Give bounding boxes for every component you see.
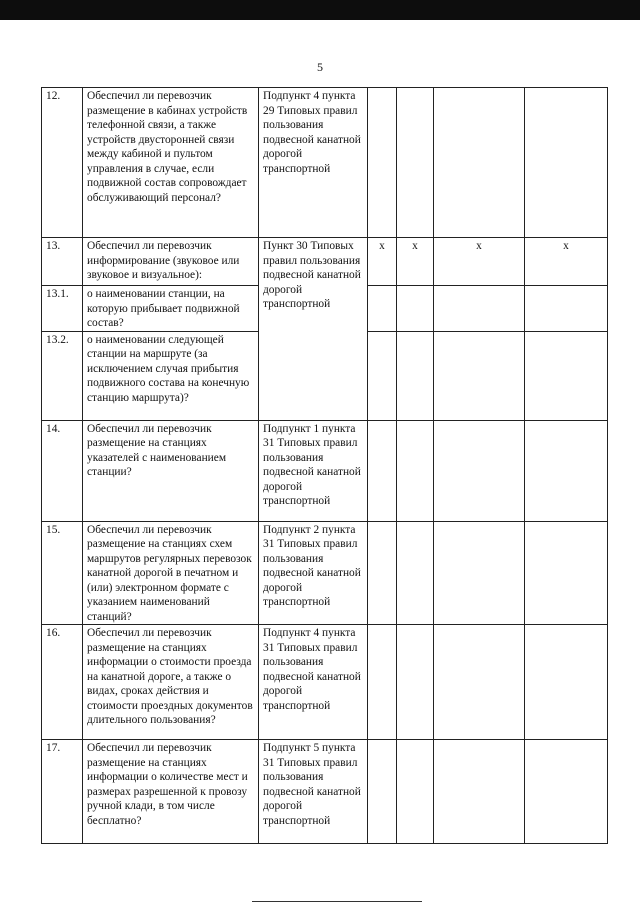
- legal-reference: Пункт 30 Типовых правил пользования подвесной канатной дорогой транспортной: [259, 238, 368, 421]
- answer-yes-cell: [368, 625, 397, 740]
- comment-cell: [525, 420, 608, 521]
- answer-yes-cell: [368, 331, 397, 420]
- answer-na-cell: [434, 331, 525, 420]
- comment-cell: [525, 286, 608, 332]
- row-number: 13.1.: [42, 286, 83, 332]
- answer-no-cell: [397, 420, 434, 521]
- scan-bottom-line: [252, 901, 422, 902]
- answer-no-cell: [397, 625, 434, 740]
- answer-na-cell: [434, 521, 525, 625]
- checklist-table: [41, 87, 608, 844]
- question-text: о наименовании следующей станции на маршруте (за исключением случая прибытия подвижного состава на конечную станцию маршрута)?: [83, 331, 259, 420]
- comment-cell: x: [525, 238, 608, 286]
- row-number: 12.: [42, 88, 83, 238]
- answer-na-cell: [434, 420, 525, 521]
- legal-reference: Подпункт 1 пункта 31 Типовых правил пользования подвесной канатной дорогой транспортной: [259, 420, 368, 521]
- question-text: Обеспечил ли перевозчик размещение на станциях информации о количестве мест и размерах разрешенной к провозу ручной клади, в том числе бесплатно?: [83, 740, 259, 844]
- answer-no-cell: [397, 331, 434, 420]
- row-number: 13.2.: [42, 331, 83, 420]
- table-row: [42, 625, 608, 740]
- answer-yes-cell: [368, 740, 397, 844]
- answer-na-cell: [434, 88, 525, 238]
- legal-reference: Подпункт 5 пункта 31 Типовых правил пользования подвесной канатной дорогой транспортной: [259, 740, 368, 844]
- answer-na-cell: x: [434, 238, 525, 286]
- table-row: [42, 521, 608, 625]
- row-number: 15.: [42, 521, 83, 625]
- answer-yes-cell: [368, 420, 397, 521]
- answer-na-cell: [434, 625, 525, 740]
- question-text: Обеспечил ли перевозчик размещение на станциях указателей с наименованием станции?: [83, 420, 259, 521]
- question-text: о наименовании станции, на которую прибывает подвижной состав?: [83, 286, 259, 332]
- answer-yes-cell: x: [368, 238, 397, 286]
- answer-no-cell: [397, 286, 434, 332]
- table-row: [42, 420, 608, 521]
- scan-top-border: [0, 0, 640, 20]
- answer-no-cell: x: [397, 238, 434, 286]
- comment-cell: [525, 740, 608, 844]
- table-row: [42, 740, 608, 844]
- answer-yes-cell: [368, 88, 397, 238]
- question-text: Обеспечил ли перевозчик информирование (звуковое или звуковое и визуальное):: [83, 238, 259, 286]
- answer-no-cell: [397, 88, 434, 238]
- answer-no-cell: [397, 521, 434, 625]
- legal-reference: Подпункт 4 пункта 29 Типовых правил пользования подвесной канатной дорогой транспортной: [259, 88, 368, 238]
- question-text: Обеспечил ли перевозчик размещение на станциях информации о стоимости проезда на канатной дороге, а также о видах, сроках действия и стоимости проездных документов длительного пользования?: [83, 625, 259, 740]
- table-row: [42, 88, 608, 238]
- answer-na-cell: [434, 740, 525, 844]
- answer-yes-cell: [368, 286, 397, 332]
- comment-cell: [525, 331, 608, 420]
- row-number: 16.: [42, 625, 83, 740]
- legal-reference: Подпункт 4 пункта 31 Типовых правил пользования подвесной канатной дорогой транспортной: [259, 625, 368, 740]
- comment-cell: [525, 625, 608, 740]
- comment-cell: [525, 88, 608, 238]
- answer-no-cell: [397, 740, 434, 844]
- question-text: Обеспечил ли перевозчик размещение в кабинах устройств телефонной связи, а также устройств двусторонней связи между кабиной и пультом управления в случае, если подвижной состав сопровождает обслуживающий персонал?: [83, 88, 259, 238]
- legal-reference: Подпункт 2 пункта 31 Типовых правил пользования подвесной канатной дорогой транспортной: [259, 521, 368, 625]
- question-text: Обеспечил ли перевозчик размещение на станциях схем маршрутов регулярных перевозок канатной дорогой в печатном и (или) электронном формате с указанием наименований станций?: [83, 521, 259, 625]
- answer-yes-cell: [368, 521, 397, 625]
- row-number: 17.: [42, 740, 83, 844]
- page-number: 5: [317, 60, 323, 74]
- row-number: 13.: [42, 238, 83, 286]
- answer-na-cell: [434, 286, 525, 332]
- comment-cell: [525, 521, 608, 625]
- table-row: [42, 238, 608, 286]
- row-number: 14.: [42, 420, 83, 521]
